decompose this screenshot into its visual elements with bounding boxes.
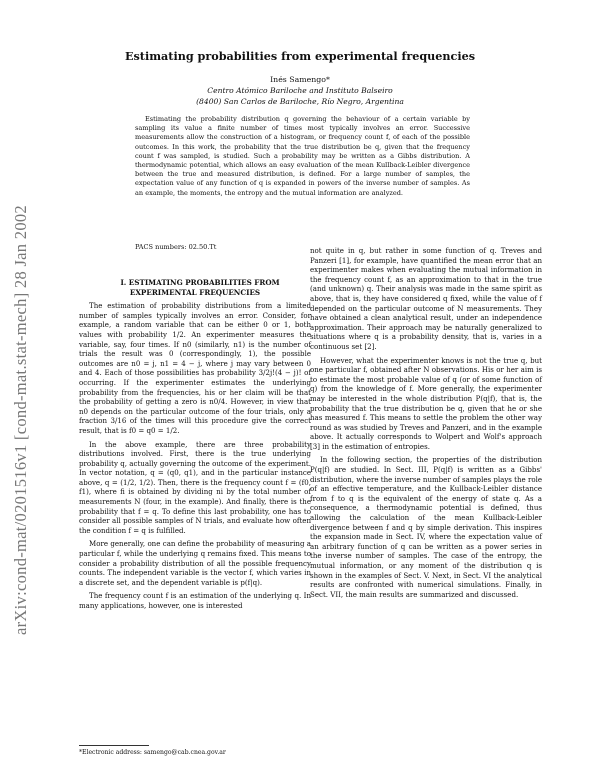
affiliation-line-1: Centro Atómico Bariloche and Instituto Balseiro bbox=[207, 86, 393, 95]
paragraph: More generally, one can define the probability of measuring a particular f, while the underlying q remains fixed. This means to consider a probability distribution of all the possible frequency counts. The independent variable is the vector f, which varies in a discrete set, and the dependent variable is p(f|q). bbox=[79, 539, 311, 587]
affiliation-line-2: (8400) San Carlos de Bariloche, Río Negro, Argentina bbox=[196, 97, 404, 106]
paragraph: In the above example, there are three probability distributions involved. First, there is the true underlying probability q, actually governing the outcome of the experiment. In vector notation, q = (q0, q1), and in the particular instance above, q = (1/2, 1/2). Then, there is the frequency count f = (f0, f1), where fi is obtained by dividing ni by the total number of measurements N (four, in the example). And finally, there is the probability that f = q. To define this last probability, one has to consider all possible samples of N trials, and evaluate how often the condition f = q is fulfilled. bbox=[79, 439, 311, 535]
paragraph: However, what the experimenter knows is not the true q, but one particular f, obtained after N observations. His or her aim is to estimate the most probable value of q (or of some function of q) from the knowledge of f. More generally, the experimenter may be interested in the whole distribution P(q|f), that is, the probability that the true distribution be q, given that he or she has measured f. This means to settle the problem the other way round as was studied by Treves and Panzeri, and in the example above. It actually corresponds to Wolpert and Wolf's approach [3] in the estimation of entropies. bbox=[310, 355, 542, 451]
paragraph: not quite in q, but rather in some function of q. Treves and Panzeri [1], for example, have quantified the mean error that an experimenter makes when evaluating the mutual information in the frequency count f, as an approximation to that in the true (and unknown) q. Their analysis was made in the same spirit as above, that is, they have considered q fixed, while the value of f depended on the particular outcome of N measurements. They have obtained a clean analytical result, under an independence approximation. Their approach may be naturally generalized to situations where q is a probability density, that is, varies in a continuous set [2]. bbox=[310, 246, 542, 351]
paragraph: In the following section, the properties of the distribution P(q|f) are studied. In Sect. III, P(q|f) is written as a Gibbs' distribution, where the inverse number of samples plays the role of an effective temperature, and the Kullback-Leibler distance from f to q is the equivalent of the energy of state q. As a consequence, a thermodynamic potential is defined, thus allowing the calculation of the mean Kullback-Leibler divergence between f and q by simple derivation. This inspires the expansion made in Sect. IV, where the expectation value of an arbitrary function of q can be written as a power series in the inverse number of samples. The case of the entropy, the mutual information, or any moment of the distribution q is shown in the examples of Sect. V. Next, in Sect. VI the analytical results are confronted with numerical simulations. Finally, in Sect. VII, the main results are summarized and discussed. bbox=[310, 455, 542, 599]
author: Inés Samengo* bbox=[270, 75, 330, 84]
pacs-numbers: PACS numbers: 02.50.Tt bbox=[135, 243, 217, 251]
right-column bbox=[310, 246, 542, 603]
arxiv-identifier: arXiv:cond-mat/0201516v1 [cond-mat.stat-mech] 28 Jan 2002 bbox=[11, 205, 30, 635]
paper-title: Estimating probabilities from experimental frequencies bbox=[124, 49, 476, 63]
arxiv-sidebar bbox=[6, 140, 36, 700]
footnote-divider bbox=[79, 745, 149, 746]
footnote: *Electronic address: samengo@cab.cnea.gov.ar bbox=[79, 749, 226, 756]
paragraph: The frequency count f is an estimation of the underlying q. In many applications, however, one is interested bbox=[79, 591, 311, 610]
paragraph: The estimation of probability distributions from a limited number of samples typically involves an error. Consider, for example, a random variable that can be either 0 or 1, both values with probability 1/2. An experimenter measures the variable, say, four times. If n0 (similarly, n1) is the number of trials the result was 0 (correspondingly, 1), the possible outcomes are n0 = j, n1 = 4 − j, where j may vary between 0 and 4. Each of those possibilities has probability 3/2j!(4 − j)! of occurring. If the experimenter estimates the underlying probability from the frequencies, his or her claim will be that the probability of getting a zero is n0/4. However, in view that n0 depends on the particular outcome of the four trials, only a fraction 3/16 of the times will this procedure give the correct result, that is f0 = q0 = 1/2. bbox=[79, 301, 311, 435]
abstract: Estimating the probability distribution q governing the behaviour of a certain variable by sampling its value a finite number of times most typically involves an error. Successive measurements allow the construction of a histogram, or frequency count f, of each of the possible outcomes. In this work, the probability that the true distribution be q, given that the frequency count f was sampled, is studied. Such a probability may be written as a Gibbs distribution. A thermodynamic potential, which allows an easy evaluation of the mean Kullback-Leibler divergence between the true and measured distribution, is defined. For a large number of samples, the expectation value of any function of q is expanded in powers of the inverse number of samples. As an example, the moments, the entropy and the mutual information are analyzed. bbox=[135, 115, 470, 197]
left-column bbox=[79, 278, 311, 615]
section-heading: I. ESTIMATING PROBABILITIES FROM EXPERIMENTAL FREQUENCIES bbox=[120, 278, 280, 297]
